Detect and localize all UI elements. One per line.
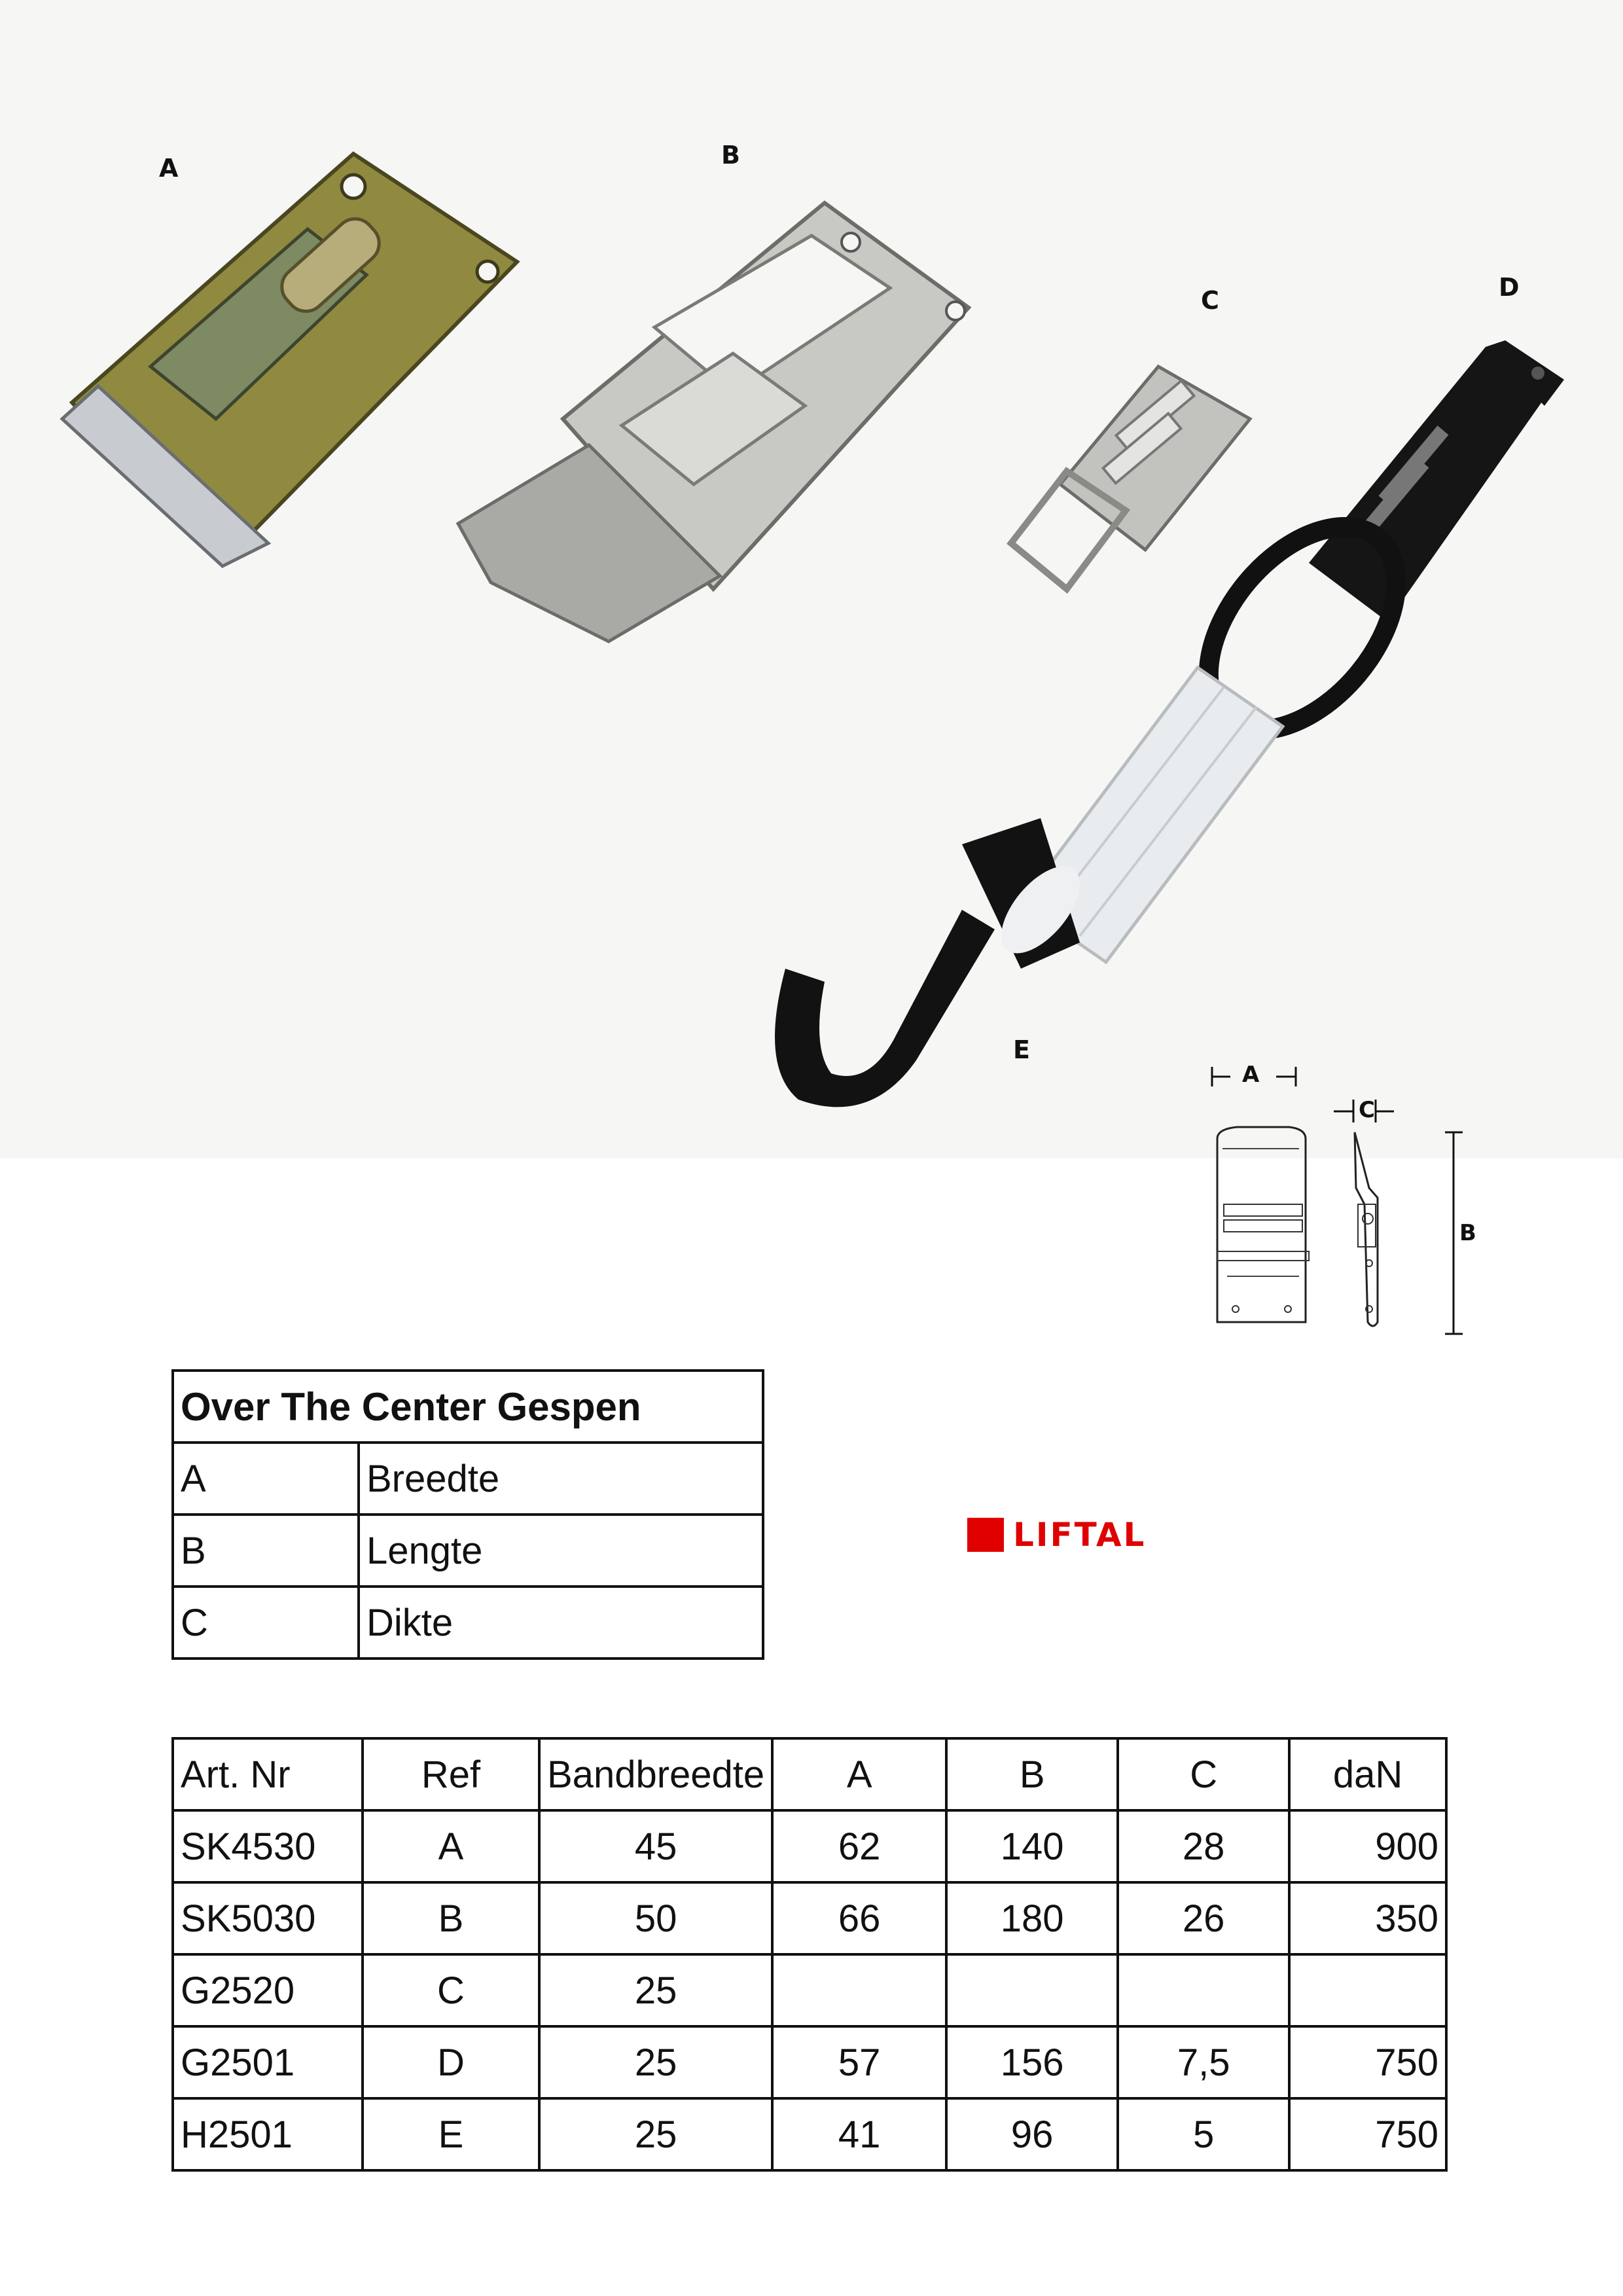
logo-square-icon bbox=[967, 1518, 1004, 1552]
cell-bandbreedte: 50 bbox=[539, 1882, 772, 1954]
cell-b bbox=[946, 1954, 1118, 2026]
cell-a: 41 bbox=[772, 2098, 946, 2170]
cell-dan: 350 bbox=[1289, 1882, 1446, 1954]
dimension-diagram bbox=[1178, 1047, 1505, 1342]
cell-dan: 750 bbox=[1289, 2026, 1446, 2098]
cell-art-nr: G2501 bbox=[173, 2026, 363, 2098]
cell-ref: C bbox=[363, 1954, 539, 2026]
cell-b: 180 bbox=[946, 1882, 1118, 1954]
cell-art-nr: SK5030 bbox=[173, 1882, 363, 1954]
legend-value: Dikte bbox=[359, 1587, 763, 1659]
logo-text: LIFTAL bbox=[1013, 1516, 1147, 1554]
cell-ref: A bbox=[363, 1810, 539, 1882]
cell-c: 5 bbox=[1118, 2098, 1289, 2170]
header-c: C bbox=[1118, 1738, 1289, 1810]
header-art-nr: Art. Nr bbox=[173, 1738, 363, 1810]
cell-art-nr: G2520 bbox=[173, 1954, 363, 2026]
label-b: B bbox=[721, 141, 740, 170]
cell-b: 156 bbox=[946, 2026, 1118, 2098]
label-a: A bbox=[159, 154, 179, 183]
spec-header-row bbox=[173, 1738, 1446, 1810]
cell-dan: 750 bbox=[1289, 2098, 1446, 2170]
cell-art-nr: H2501 bbox=[173, 2098, 363, 2170]
cell-art-nr: SK4530 bbox=[173, 1810, 363, 1882]
cell-ref: B bbox=[363, 1882, 539, 1954]
legend-header-row bbox=[173, 1371, 763, 1443]
header-a: A bbox=[772, 1738, 946, 1810]
dimension-drawing bbox=[1178, 1047, 1505, 1342]
cell-bandbreedte: 45 bbox=[539, 1810, 772, 1882]
cell-c bbox=[1118, 1954, 1289, 2026]
cell-bandbreedte: 25 bbox=[539, 2026, 772, 2098]
table-row bbox=[173, 2098, 1446, 2170]
cell-ref: D bbox=[363, 2026, 539, 2098]
header-bandbreedte: Bandbreedte bbox=[539, 1738, 772, 1810]
header-b: B bbox=[946, 1738, 1118, 1810]
table-row bbox=[173, 1882, 1446, 1954]
legend-title: Over The Center Gespen bbox=[173, 1371, 763, 1443]
table-row bbox=[173, 1810, 1446, 1882]
legend-row bbox=[173, 1515, 763, 1587]
cell-dan: 900 bbox=[1289, 1810, 1446, 1882]
cell-c: 7,5 bbox=[1118, 2026, 1289, 2098]
cell-a: 57 bbox=[772, 2026, 946, 2098]
dimension-b-label: B bbox=[1459, 1220, 1476, 1246]
cell-b: 140 bbox=[946, 1810, 1118, 1882]
cell-a bbox=[772, 1954, 946, 2026]
liftal-logo bbox=[967, 1515, 1146, 1554]
cell-c: 26 bbox=[1118, 1882, 1289, 1954]
dimension-c-label: C bbox=[1359, 1097, 1375, 1123]
legend-row bbox=[173, 1587, 763, 1659]
table-row bbox=[173, 1954, 1446, 2026]
label-c: C bbox=[1201, 286, 1219, 315]
header-ref: Ref bbox=[363, 1738, 539, 1810]
cell-dan bbox=[1289, 1954, 1446, 2026]
legend-key: C bbox=[173, 1587, 359, 1659]
legend-value: Lengte bbox=[359, 1515, 763, 1587]
cell-bandbreedte: 25 bbox=[539, 1954, 772, 2026]
label-d: D bbox=[1499, 273, 1520, 302]
legend-table bbox=[171, 1369, 764, 1660]
legend-row bbox=[173, 1443, 763, 1515]
cell-c: 28 bbox=[1118, 1810, 1289, 1882]
cell-a: 66 bbox=[772, 1882, 946, 1954]
table-row bbox=[173, 2026, 1446, 2098]
dimension-a-label: A bbox=[1242, 1062, 1260, 1088]
legend-key: B bbox=[173, 1515, 359, 1587]
legend-key: A bbox=[173, 1443, 359, 1515]
cell-a: 62 bbox=[772, 1810, 946, 1882]
cell-b: 96 bbox=[946, 2098, 1118, 2170]
cell-bandbreedte: 25 bbox=[539, 2098, 772, 2170]
header-dan: daN bbox=[1289, 1738, 1446, 1810]
cell-ref: E bbox=[363, 2098, 539, 2170]
label-e: E bbox=[1013, 1035, 1030, 1064]
specification-table bbox=[171, 1737, 1448, 2172]
legend-value: Breedte bbox=[359, 1443, 763, 1515]
